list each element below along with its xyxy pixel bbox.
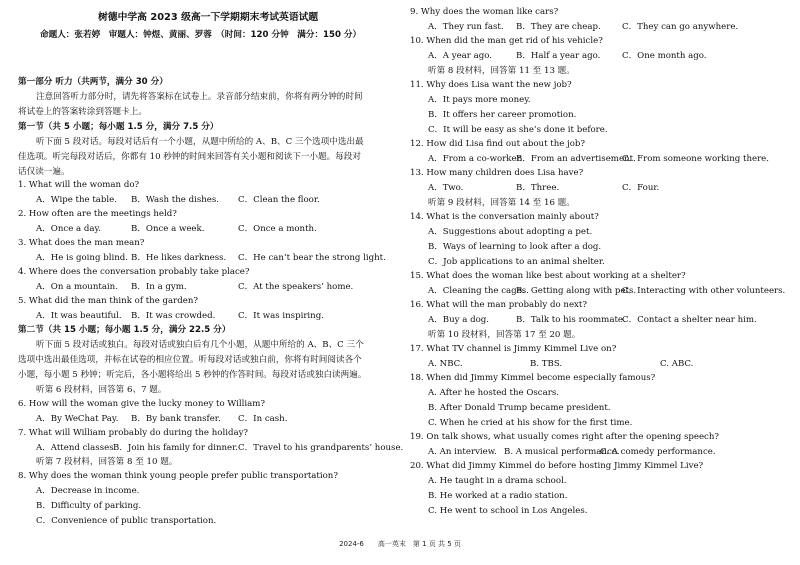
question-4: 4. Where does the conversation probably take place? bbox=[18, 267, 250, 277]
question-17: 17. What TV channel is Jimmy Kimmel Live on? bbox=[410, 344, 617, 354]
section1-intro-3: 话仅读一遍。 bbox=[18, 167, 70, 177]
option-c: C．Four. bbox=[622, 183, 660, 193]
question-12: 12. How did Lisa find out about the job? bbox=[410, 139, 586, 149]
option-c: C．At the speakers’ home. bbox=[238, 282, 354, 292]
option-a: A．It was beautiful. bbox=[36, 311, 122, 321]
option-a: A. NBC. bbox=[428, 359, 463, 369]
section2-intro-2: 选项中选出最佳选项，并标在试卷的相应位置。听每段对话或独白前，你将有时间阅读各个 bbox=[18, 355, 362, 365]
question-8-option-b: B．Difficulty of parking. bbox=[36, 501, 142, 511]
option-c: C．Clean the floor. bbox=[238, 195, 320, 205]
listening-note-9: 听第 9 段材料，回答第 14 至 16 题。 bbox=[428, 198, 575, 208]
option-c: C．From someone working there. bbox=[622, 154, 770, 164]
question-5: 5. What did the man think of the garden? bbox=[18, 296, 198, 306]
option-b: B．By bank transfer. bbox=[131, 414, 221, 424]
question-1: 1. What will the woman do? bbox=[18, 180, 140, 190]
page-footer: 2024-6 高一英末 第 1 页 共 5 页 bbox=[339, 540, 461, 548]
question-10: 10. When did the man get rid of his vehicle? bbox=[410, 36, 603, 46]
option-b: B．Getting along with pets. bbox=[516, 286, 637, 296]
option-a: A．Once a day. bbox=[36, 224, 101, 234]
option-b: B．It was crowded. bbox=[131, 311, 216, 321]
option-b: B. TBS. bbox=[530, 359, 563, 369]
question-3: 3. What does the man mean? bbox=[18, 238, 145, 248]
option-c: C. A comedy performance. bbox=[600, 447, 716, 457]
question-19: 19. On talk shows, what usually comes right after the opening speech? bbox=[410, 432, 719, 442]
question-18-option-c: C. When he cried at his show for the first time. bbox=[428, 418, 633, 428]
exam-meta: 命题人：张若婷 审题人：钟煜、黄丽、罗蓉 （时间：120 分钟 满分：150 分） bbox=[40, 30, 362, 40]
option-b: B．Three. bbox=[516, 183, 560, 193]
part1-intro-1: 注意回答听力部分时，请先将答案标在试卷上。录音部分结束前，你将有两分钟的时间 bbox=[36, 92, 363, 102]
option-c: C．Contact a shelter near him. bbox=[622, 315, 757, 325]
section2-intro-1: 听下面 5 段对话或独白。每段对话或独白后有几个小题，从题中所给的 A、B、C 三个 bbox=[36, 340, 364, 350]
section1-heading: 第一节（共 5 小题；每小题 1.5 分，满分 7.5 分） bbox=[18, 122, 219, 132]
option-a: A．A year ago. bbox=[428, 51, 493, 61]
question-13: 13. How many children does Lisa have? bbox=[410, 168, 584, 178]
option-a: A．They run fast. bbox=[428, 22, 504, 32]
listening-note-6: 听第 6 段材料，回答第 6、7 题。 bbox=[36, 385, 167, 395]
question-20: 20. What did Jimmy Kimmel do before hosting Jimmy Kimmel Live? bbox=[410, 461, 704, 471]
question-16: 16. What will the man probably do next? bbox=[410, 300, 587, 310]
option-c: C．In cash. bbox=[238, 414, 288, 424]
option-b: B．He likes darkness. bbox=[131, 253, 227, 263]
section2-heading: 第二节（共 15 小题；每小题 1.5 分，满分 22.5 分） bbox=[18, 325, 231, 335]
question-20-option-c: C. He went to school in Los Angeles. bbox=[428, 506, 588, 516]
option-b: B．From an advertisement. bbox=[516, 154, 636, 164]
question-14-option-c: C．Job applications to an animal shelter. bbox=[428, 257, 605, 267]
option-b: B．Talk to his roommate. bbox=[516, 315, 626, 325]
question-2: 2. How often are the meetings held? bbox=[18, 209, 177, 219]
option-a: A. An interview. bbox=[428, 447, 497, 457]
question-11-option-a: A．It pays more money. bbox=[428, 95, 531, 105]
option-a: A．Wipe the table. bbox=[36, 195, 117, 205]
option-b: B．In a gym. bbox=[131, 282, 187, 292]
question-9: 9. Why does the woman like cars? bbox=[410, 7, 559, 17]
listening-note-10: 听第 10 段材料，回答第 17 至 20 题。 bbox=[428, 330, 581, 340]
option-c: C．Travel to his grandparents’ house. bbox=[238, 443, 404, 453]
option-a: A．By WeChat Pay. bbox=[36, 414, 119, 424]
option-a: A．On a mountain. bbox=[36, 282, 118, 292]
option-b: B．Once a week. bbox=[131, 224, 205, 234]
option-c: C．They can go anywhere. bbox=[622, 22, 739, 32]
section1-intro-1: 听下面 5 段对话。每段对话后有一个小题，从题中所给的 A、B、C 三个选项中选出最 bbox=[36, 137, 364, 147]
option-c: C．He can’t bear the strong light. bbox=[238, 253, 386, 263]
question-8: 8. Why does the woman think young people prefer public transportation? bbox=[18, 471, 338, 481]
question-18: 18. When did Jimmy Kimmel become especially famous? bbox=[410, 373, 656, 383]
option-c: C．It was inspiring. bbox=[238, 311, 324, 321]
part1-intro-2: 将试卷上的答案转涂到答题卡上。 bbox=[18, 107, 147, 117]
option-a: A．Cleaning the cages. bbox=[428, 286, 529, 296]
option-a: A．Attend classes. bbox=[36, 443, 117, 453]
part1-heading: 第一部分 听力（共两节，满分 30 分） bbox=[18, 77, 168, 87]
question-20-option-b: B. He worked at a radio station. bbox=[428, 491, 568, 501]
question-11-option-b: B．It offers her career promotion. bbox=[428, 110, 577, 120]
option-a: A．Two. bbox=[428, 183, 464, 193]
question-14: 14. What is the conversation mainly about? bbox=[410, 212, 599, 222]
option-b: B．Join his family for dinner. bbox=[113, 443, 238, 453]
question-18-option-a: A. After he hosted the Oscars. bbox=[428, 388, 559, 398]
option-b: B. A musical performance. bbox=[504, 447, 620, 457]
exam-title: 树德中学高 2023 级高一下学期期末考试英语试题 bbox=[98, 12, 319, 23]
option-a: A．From a co-worker. bbox=[428, 154, 523, 164]
question-11-option-c: C．It will be easy as she’s done it before. bbox=[428, 125, 608, 135]
listening-note-7: 听第 7 段材料，回答第 8 至 10 题。 bbox=[36, 457, 178, 467]
option-a: A．He is going blind. bbox=[36, 253, 128, 263]
question-8-option-a: A．Decrease in income. bbox=[36, 486, 140, 496]
option-c: C. ABC. bbox=[660, 359, 694, 369]
option-b: B．Half a year ago. bbox=[516, 51, 601, 61]
question-8-option-c: C．Convenience of public transportation. bbox=[36, 516, 217, 526]
question-6: 6. How will the woman give the lucky money to William? bbox=[18, 399, 265, 409]
section2-intro-3: 小题，每小题 5 秒钟；听完后，各小题将给出 5 秒钟的作答时间。每段对话或独白读两遍。 bbox=[18, 370, 367, 380]
question-7: 7. What will William probably do during the holiday? bbox=[18, 428, 249, 438]
option-b: B．They are cheap. bbox=[516, 22, 601, 32]
option-c: C．Interacting with other volunteers. bbox=[622, 286, 786, 296]
question-20-option-a: A. He taught in a drama school. bbox=[428, 476, 567, 486]
question-11: 11. Why does Lisa want the new job? bbox=[410, 80, 572, 90]
question-18-option-b: B. After Donald Trump became president. bbox=[428, 403, 611, 413]
listening-note-8: 听第 8 段材料，回答第 11 至 13 题。 bbox=[428, 66, 575, 76]
option-a: A．Buy a dog. bbox=[428, 315, 489, 325]
question-14-option-b: B．Ways of learning to look after a dog. bbox=[428, 242, 602, 252]
section1-intro-2: 佳选项。听完每段对话后，你都有 10 秒钟的时间来回答有关小题和阅读下一小题。每段对 bbox=[18, 152, 361, 162]
option-b: B．Wash the dishes. bbox=[131, 195, 220, 205]
question-14-option-a: A．Suggestions about adopting a pet. bbox=[428, 227, 593, 237]
option-c: C．One month ago. bbox=[622, 51, 707, 61]
question-15: 15. What does the woman like best about working at a shelter? bbox=[410, 271, 686, 281]
option-c: C．Once a month. bbox=[238, 224, 317, 234]
